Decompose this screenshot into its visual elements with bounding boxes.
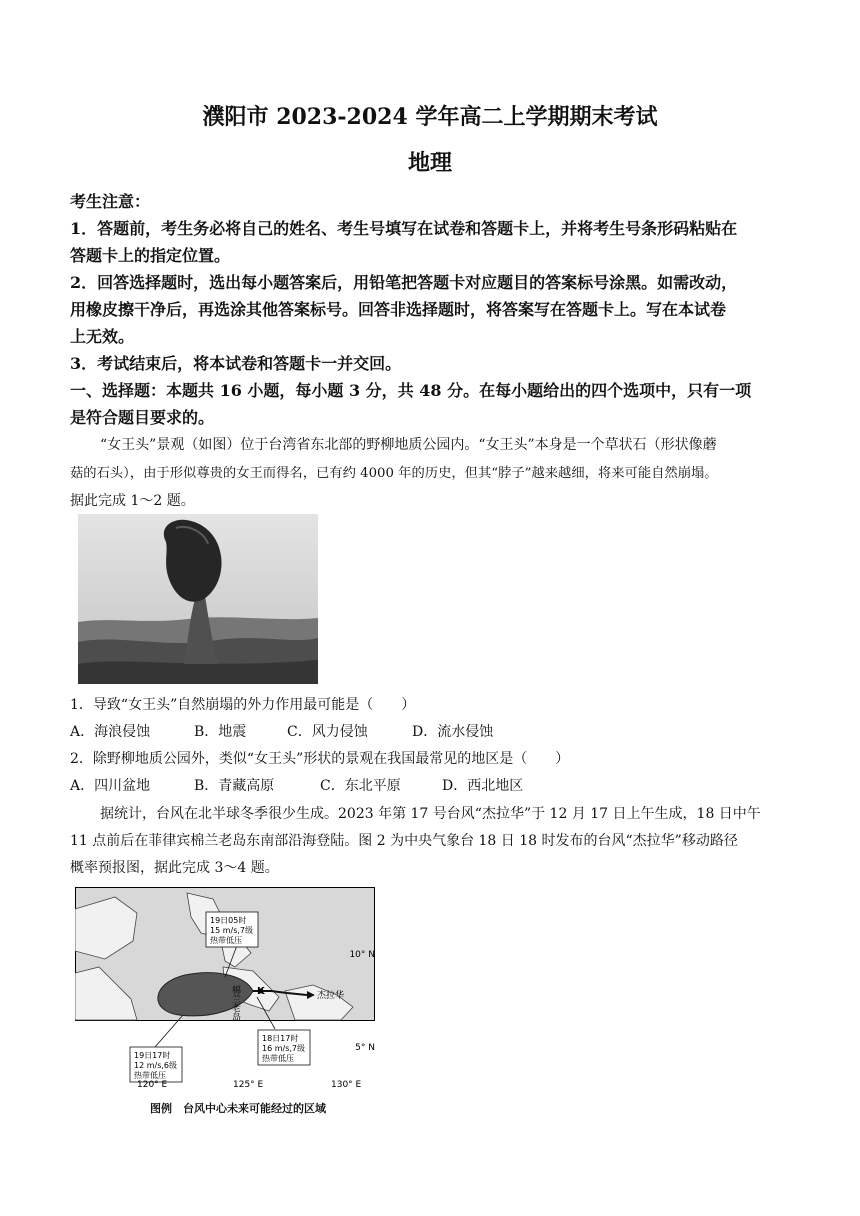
q1-option-a: A．海浪侵蚀: [70, 724, 151, 740]
passage1-line1: “女王头”景观（如图）位于台湾省东北部的野柳地质公园内。“女王头”本身是一个草状石（形状像蘑: [100, 437, 717, 453]
box2-speed: 12 m/s,6级: [134, 1061, 178, 1070]
notice-heading: 考生注意：: [70, 192, 151, 211]
passage2-line1: 据统计，台风在北半球冬季很少生成。2023 年第 17 号台风“杰拉华”于 12 月 17 日上午生成，18 日中午: [100, 806, 761, 822]
box1-type: 热带低压: [210, 936, 242, 945]
q1-option-d: D．流水侵蚀: [412, 724, 494, 740]
section1-heading-b: 是符合题目要求的。: [70, 408, 215, 427]
box2-time: 19日17时: [134, 1051, 171, 1060]
box1-speed: 15 m/s,7级: [210, 926, 254, 935]
box3-speed: 16 m/s,7级: [262, 1044, 306, 1053]
passage1-line3: 据此完成 1～2 题。: [70, 493, 195, 509]
notice-item-2b: 用橡皮擦干净后，再选涂其他答案标号。回答非选择题时，将答案写在答题卡上。写在本试卷: [70, 300, 727, 319]
lon-125e: 125° E: [233, 1080, 264, 1087]
q1-option-b: B．地震: [194, 724, 247, 740]
passage1-line2: 菇的石头），由于形似尊贵的女王而得名，已有约 4000 年的历史，但其“脖子”越来越细，将来可能自然崩塌。: [70, 466, 718, 481]
passage2-line2: 11 点前后在菲律宾棉兰老岛东南部沿海登陆。图 2 为中央气象台 18 日 18 时发布的台风“杰拉华”移动路径: [70, 833, 738, 849]
q2-option-c: C．东北平原: [320, 778, 401, 794]
notice-item-3: 3．考试结束后，将本试卷和答题卡一并交回。: [70, 354, 402, 373]
lon-120e: 120° E: [137, 1080, 168, 1087]
q1-option-c: C．风力侵蚀: [287, 724, 368, 740]
lat-10n: 10° N: [349, 950, 375, 960]
island-name: 棉兰老岛: [230, 985, 240, 1021]
q2-option-b: B．青藏高原: [194, 778, 275, 794]
box2-type: 热带低压: [134, 1071, 166, 1080]
lat-5n: 5° N: [355, 1043, 375, 1053]
q2-stem: 2．除野柳地质公园外，类似“女王头”形状的景观在我国最常见的地区是（ ）: [70, 751, 570, 767]
typhoon-track-map: [75, 887, 375, 1087]
typhoon-name: 杰拉华: [317, 991, 345, 1001]
box1-time: 19日05时: [210, 916, 247, 925]
q2-option-d: D．西北地区: [442, 778, 524, 794]
q2-option-a: A．四川盆地: [70, 778, 151, 794]
queens-head-photo: [78, 514, 318, 684]
notice-item-2a: 2．回答选择题时，选出每小题答案后，用铅笔把答题卡对应题目的答案标号涂黑。如需改动，: [70, 273, 738, 292]
notice-item-2c: 上无效。: [70, 327, 135, 346]
section1-heading-a: 一、选择题：本题共 16 小题，每小题 3 分，共 48 分。在每小题给出的四个选项中，只有一项: [70, 381, 752, 400]
notice-item-1a: 1．答题前，考生务必将自己的姓名、考生号填写在试卷和答题卡上，并将考生号条形码粘贴在: [70, 219, 738, 238]
exam-title: 濮阳市 2023-2024 学年高二上学期期末考试: [202, 104, 658, 130]
box3-type: 热带低压: [262, 1054, 294, 1063]
notice-item-1b: 答题卡上的指定位置。: [70, 246, 231, 265]
exam-subject: 地理: [407, 150, 452, 176]
point-k: K: [257, 986, 265, 997]
passage2-line3: 概率预报图，据此完成 3～4 题。: [70, 860, 279, 876]
lon-130e: 130° E: [331, 1080, 362, 1087]
map-legend: 图例 台风中心未来可能经过的区域: [150, 1102, 326, 1115]
box3-time: 18日17时: [262, 1034, 299, 1043]
q1-stem: 1．导致“女王头”自然崩塌的外力作用最可能是（ ）: [70, 697, 416, 713]
